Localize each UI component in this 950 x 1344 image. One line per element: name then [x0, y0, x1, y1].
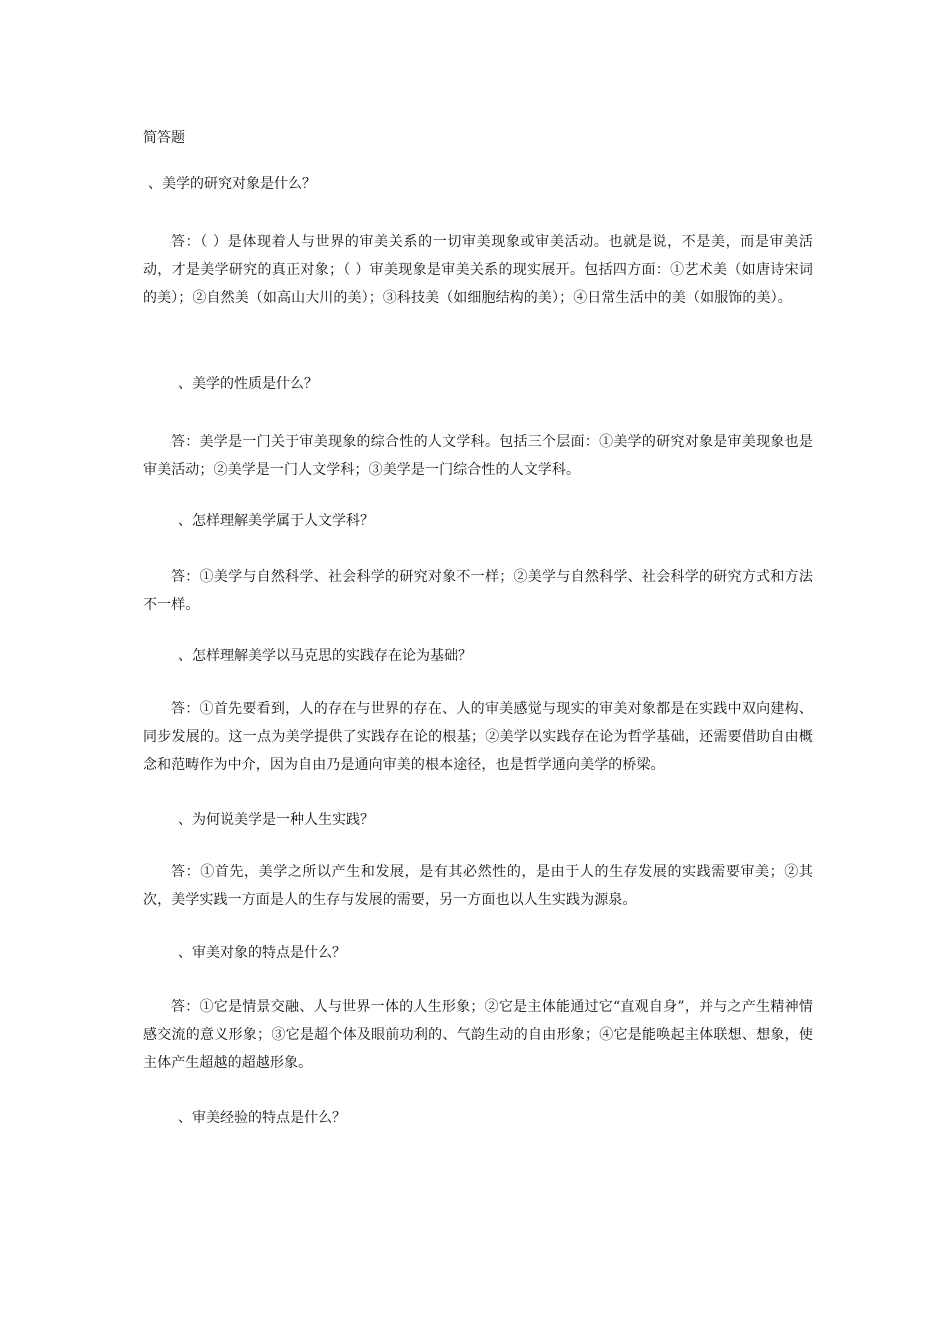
answer-5: 答：①首先，美学之所以产生和发展，是有其必然性的，是由于人的生存发展的实践需要审美；②其次，美学实践一方面是人的生存与发展的需要，另一方面也以人生实践为源泉。	[143, 864, 813, 908]
answer-6: 答：①它是情景交融、人与世界一体的人生形象；②它是主体能通过它“直观自身”，并与之产生精神情感交流的意义形象；③它是超个体及眼前功利的、气韵生动的自由形象；④它是能唤起主体联想、想象，使主体产生超越的超越形象。	[143, 999, 813, 1071]
answer-3: 答：①美学与自然科学、社会科学的研究对象不一样；②美学与自然科学、社会科学的研究方式和方法不一样。	[143, 569, 813, 613]
question-6: 、审美对象的特点是什么？	[178, 945, 346, 961]
answer-1: 答：（ ）是体现着人与世界的审美关系的一切审美现象或审美活动。也就是说，不是美，而是审美活动，才是美学研究的真正对象；（ ）审美现象是审美关系的现实展开。包括四方面：①艺术美（如唐诗宋词的美）；②自然美（如高山大川的美）；③科技美（如细胞结构的美）；④日常生活中的美（如服饰的美）。	[143, 234, 813, 306]
question-5: 、为何说美学是一种人生实践？	[178, 812, 374, 828]
answer-2: 答：美学是一门关于审美现象的综合性的人文学科。包括三个层面：①美学的研究对象是审美现象也是审美活动；②美学是一门人文学科；③美学是一门综合性的人文学科。	[143, 434, 813, 478]
question-3: 、怎样理解美学属于人文学科？	[178, 513, 374, 529]
question-4: 、怎样理解美学以马克思的实践存在论为基础？	[178, 648, 472, 664]
question-7: 、审美经验的特点是什么？	[178, 1110, 346, 1126]
question-2: 、美学的性质是什么？	[178, 376, 318, 392]
document-title: 简答题	[143, 130, 185, 146]
answer-4: 答：①首先要看到，人的存在与世界的存在、人的审美感觉与现实的审美对象都是在实践中双向建构、同步发展的。这一点为美学提供了实践存在论的根基；②美学以实践存在论为哲学基础，还需要借助自由概念和范畴作为中介，因为自由乃是通向审美的根本途径，也是哲学通向美学的桥梁。	[143, 701, 813, 773]
question-1: 、美学的研究对象是什么？	[148, 176, 316, 192]
